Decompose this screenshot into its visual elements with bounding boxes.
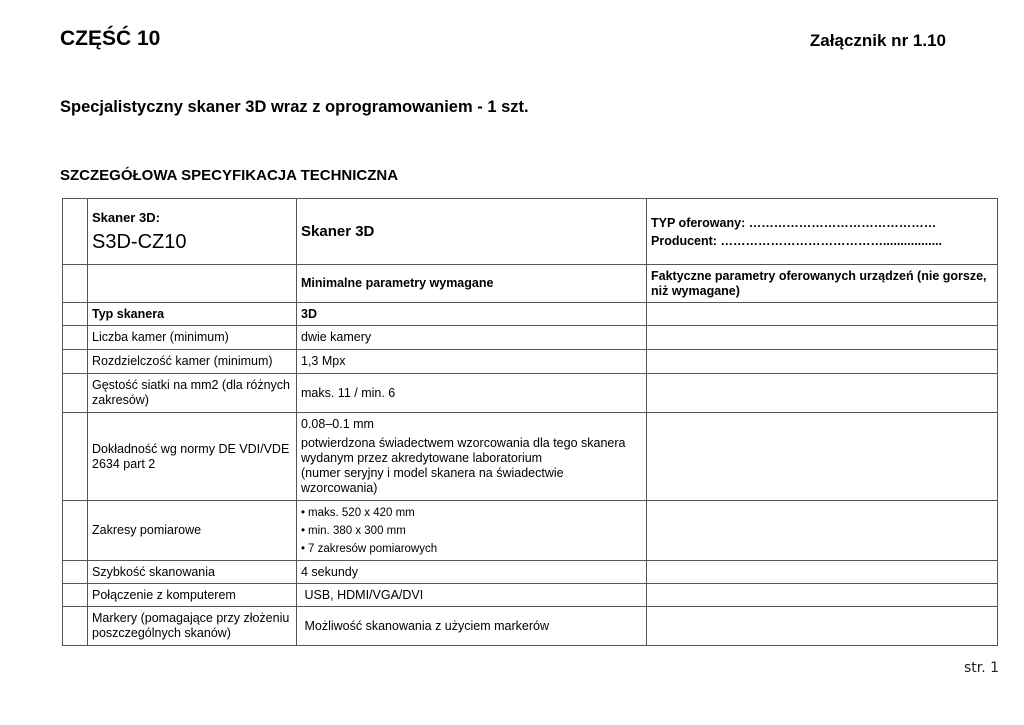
index-cell [63, 326, 88, 350]
index-cell [63, 607, 88, 646]
bullet-icon: • [301, 506, 306, 519]
device-header-row [63, 199, 998, 265]
param-name: Szybkość skanowania [88, 561, 297, 584]
index-cell [63, 413, 88, 501]
param-name: Rozdzielczość kamer (minimum) [88, 350, 297, 374]
offered-value-cell[interactable] [647, 374, 998, 413]
device-label: Skaner 3D: [92, 210, 160, 225]
list-item [301, 504, 642, 522]
list-item-text: maks. 520 x 420 mm [308, 506, 415, 519]
table-row [63, 303, 998, 326]
param-name: Dokładność wg normy DE VDI/VDE 2634 part 2 [88, 413, 297, 501]
param-value: maks. 11 / min. 6 [297, 374, 647, 413]
accuracy-note-2: (numer seryjny i model skanera na świadectwie wzorcowania) [301, 466, 564, 495]
table-row [63, 501, 998, 561]
list-item [301, 522, 642, 540]
param-value [297, 501, 647, 561]
table-row [63, 413, 998, 501]
device-model: S3D-CZ10 [92, 231, 187, 253]
offered-value-cell[interactable] [647, 607, 998, 646]
index-cell [63, 350, 88, 374]
spec-table [62, 198, 998, 646]
offer-cell [647, 199, 998, 265]
index-cell [63, 303, 88, 326]
index-cell [63, 265, 88, 303]
actual-params-header: Faktyczne parametry oferowanych urządzeń (nie gorsze, niż wymagane) [647, 265, 998, 303]
index-cell [63, 199, 88, 265]
table-row [63, 607, 998, 646]
page-number: str. 1 [963, 660, 999, 676]
param-value: 3D [297, 303, 647, 326]
offered-value-cell[interactable] [647, 584, 998, 607]
param-value: Możliwość skanowania z użyciem markerów [297, 607, 647, 646]
accuracy-note: potwierdzona świadectwem wzorcowania dla tego skanera wydanym przez akredytowane laboratorium [301, 436, 626, 465]
table-row [63, 584, 998, 607]
offered-value-cell[interactable] [647, 326, 998, 350]
offered-value-cell[interactable] [647, 501, 998, 561]
bullet-icon: • [301, 524, 306, 537]
part-title: CZĘŚĆ 10 [60, 27, 161, 50]
offered-value-cell[interactable] [647, 561, 998, 584]
annex-label: Załącznik nr 1.10 [809, 31, 946, 50]
min-params-header: Minimalne parametry wymagane [297, 265, 647, 303]
param-name: Markery (pomagające przy złożeniu poszczególnych skanów) [88, 607, 297, 646]
param-value: dwie kamery [297, 326, 647, 350]
param-value: 1,3 Mpx [297, 350, 647, 374]
device-name: Skaner 3D [301, 223, 375, 240]
param-name: Typ skanera [88, 303, 297, 326]
param-value [297, 413, 647, 501]
param-value: 4 sekundy [297, 561, 647, 584]
spec-heading: SZCZEGÓŁOWA SPECYFIKACJA TECHNICZNA [60, 167, 399, 184]
param-name: Liczba kamer (minimum) [88, 326, 297, 350]
index-cell [63, 374, 88, 413]
param-value: USB, HDMI/VGA/DVI [297, 584, 647, 607]
typ-offered-field[interactable]: TYP oferowany: ……………………………………… [651, 215, 937, 230]
document-subtitle: Specjalistyczny skaner 3D wraz z oprogramowaniem - 1 szt. [60, 98, 529, 116]
column-header-row [63, 265, 998, 303]
list-item-text: min. 380 x 300 mm [308, 524, 406, 537]
offered-value-cell[interactable] [647, 303, 998, 326]
list-item-text: 7 zakresów pomiarowych [308, 542, 438, 555]
param-name: Gęstość siatki na mm2 (dla różnych zakresów) [88, 374, 297, 413]
producer-field[interactable]: Producent: …………………………………................. [651, 233, 942, 248]
table-row [63, 561, 998, 584]
table-row [63, 326, 998, 350]
list-item [301, 540, 642, 558]
offered-value-cell[interactable] [647, 413, 998, 501]
index-cell [63, 561, 88, 584]
device-name-cell [297, 199, 647, 265]
param-name: Połączenie z komputerem [88, 584, 297, 607]
param-header-cell [88, 265, 297, 303]
index-cell [63, 501, 88, 561]
offered-value-cell[interactable] [647, 350, 998, 374]
bullet-icon: • [301, 542, 306, 555]
table-row [63, 350, 998, 374]
device-cell [88, 199, 297, 265]
index-cell [63, 584, 88, 607]
param-name: Zakresy pomiarowe [88, 501, 297, 561]
accuracy-value: 0.08–0.1 mm [301, 417, 374, 431]
table-row [63, 374, 998, 413]
